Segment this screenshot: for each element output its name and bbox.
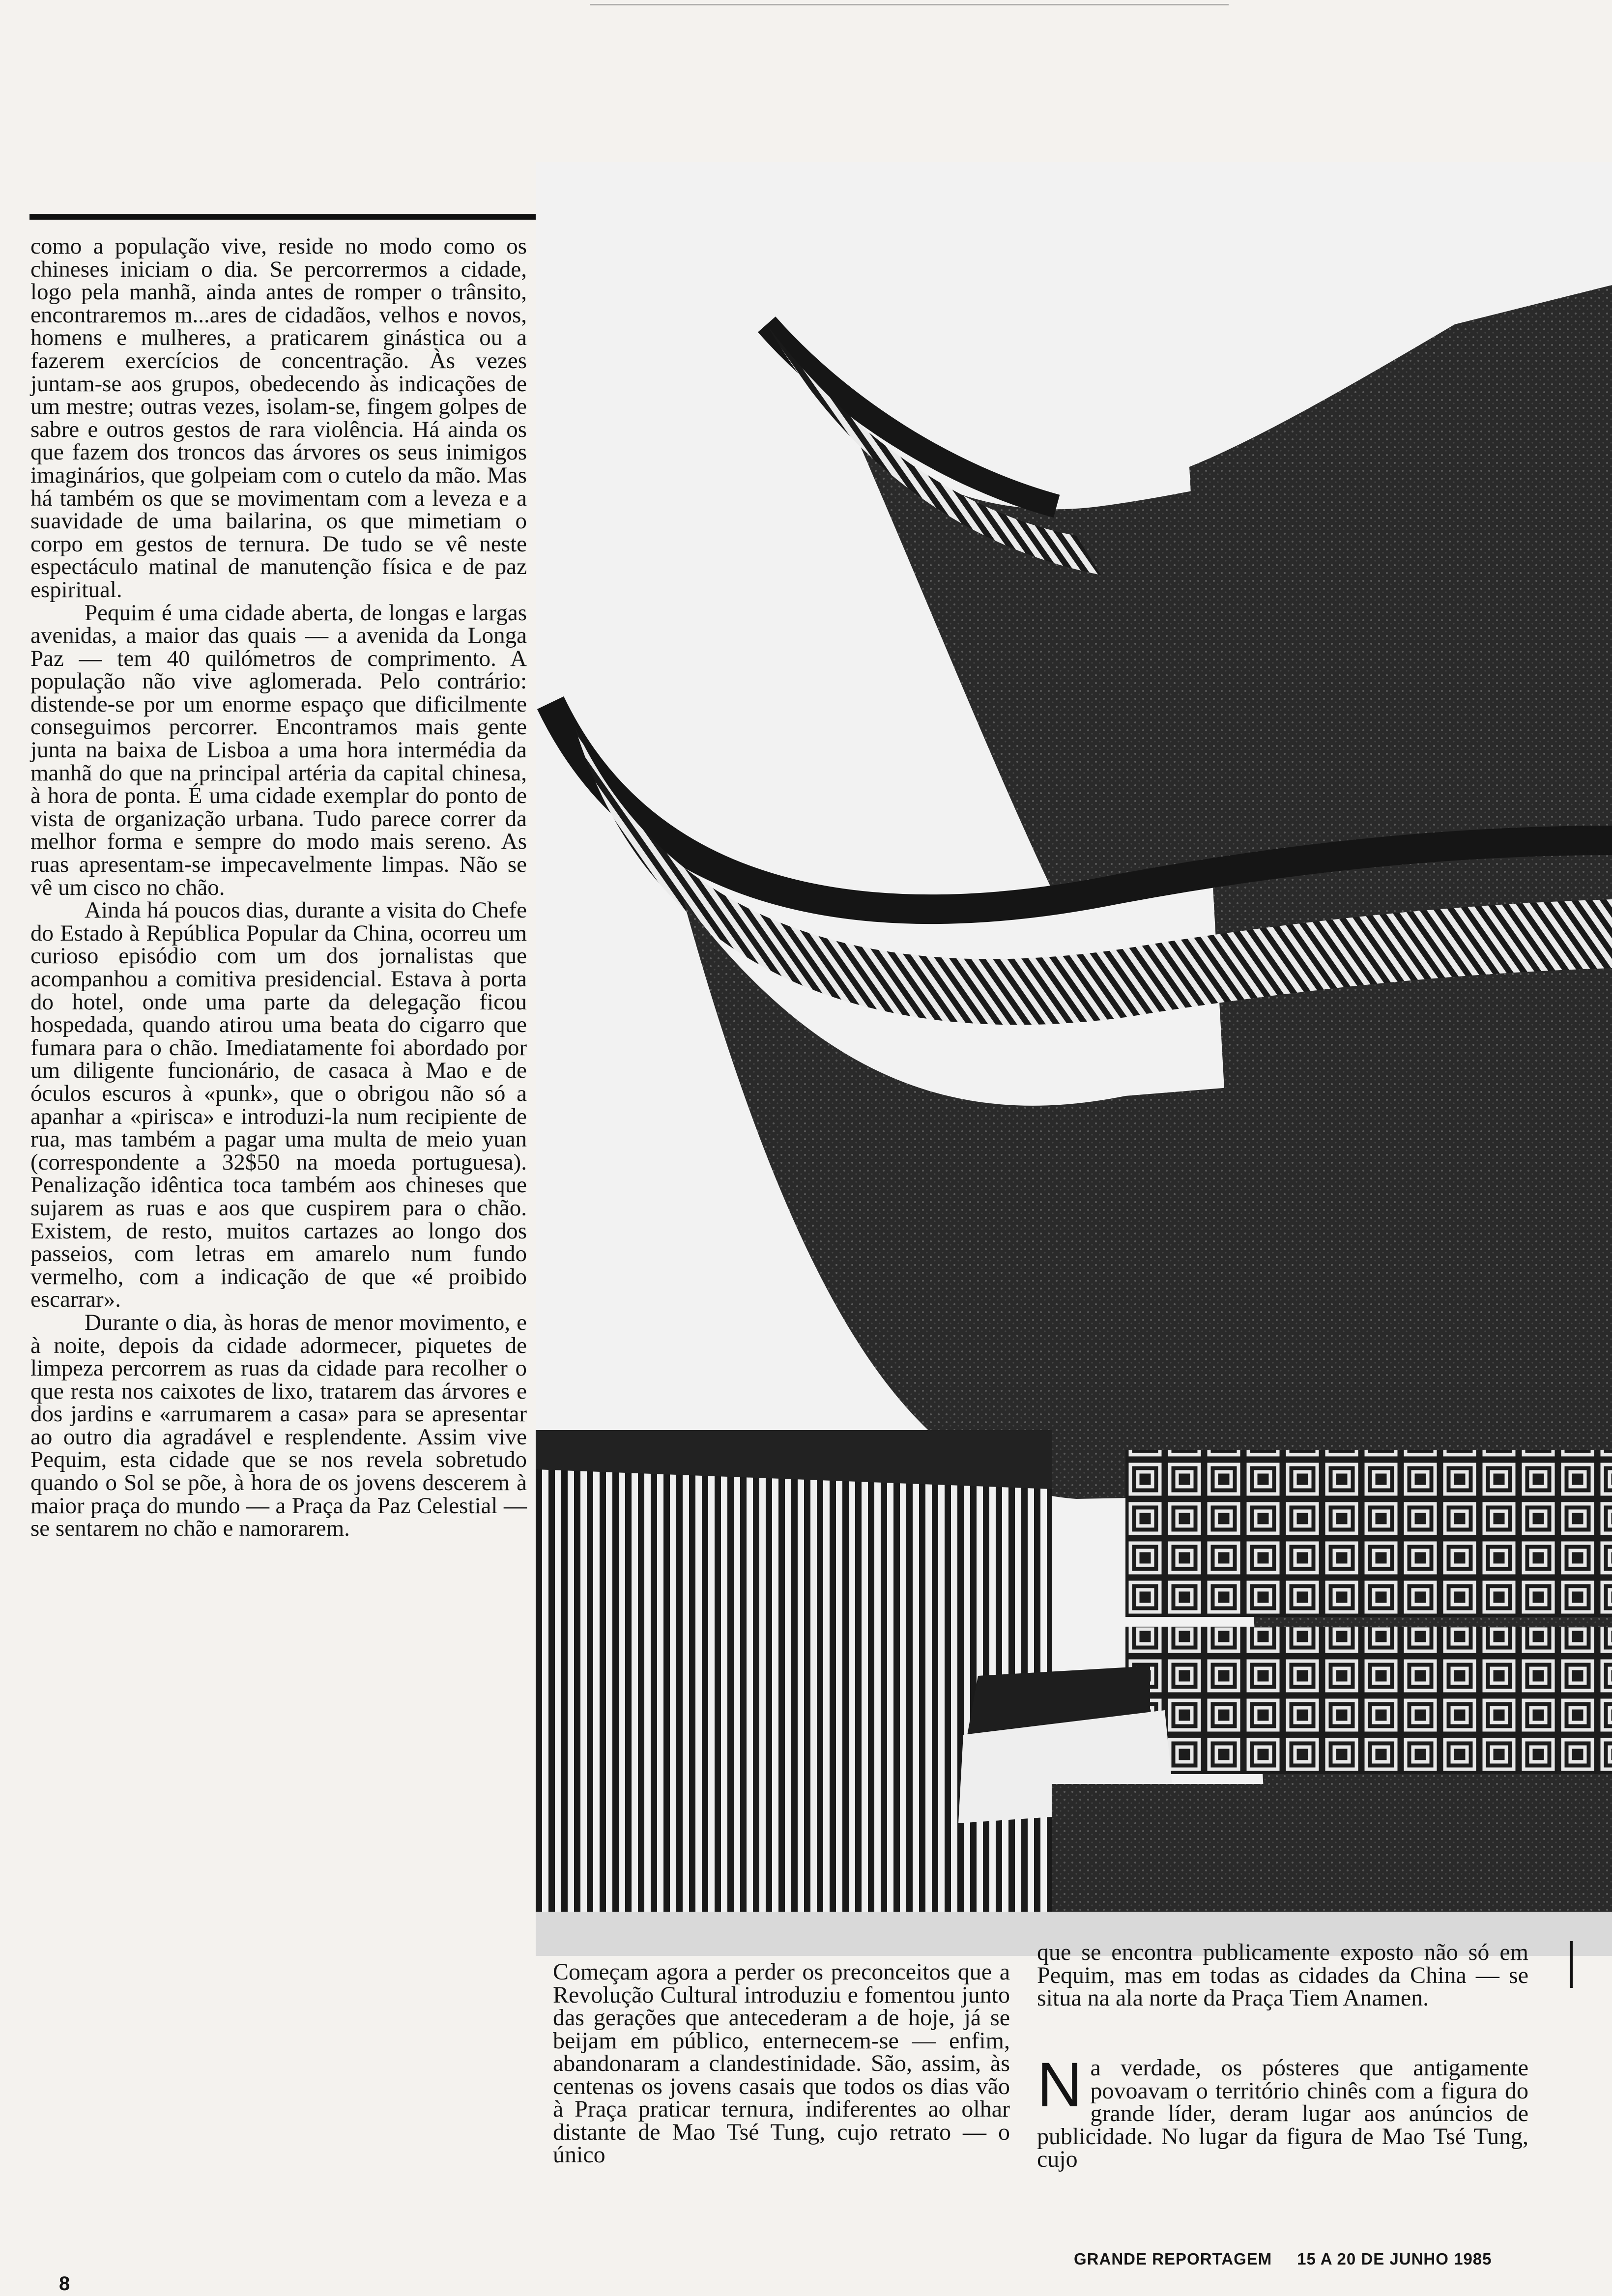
margin-mark — [1570, 1941, 1573, 1988]
photo-caption-column-1: Começam agora a perder os preconceitos que a Revolução Cultural introduziu e fomentou junto das gerações que antecederam a de hoje, já se beijam em público, enternecem-se — enfim, abandonaram a clandestinidade. São, assim, às centenas os jovens casais que todos os dias vão à Praça praticar ternura, indiferentes ao olhar distante de Mao Tsé Tung, cujo retrato — o único — [553, 1959, 1010, 2168]
header-rule-left — [29, 214, 602, 220]
top-edge-line — [590, 4, 1229, 5]
article-paragraph: como a população vive, reside no modo como os chineses iniciam o dia. Se percorrermos a cidade, logo pela manhã, ainda antes de romper o trânsito, encontraremos m...ares de cidadãos, velhos e novos, homens e mulheres, a praticarem ginástica ou a fazerem exercícios de concentração. Às vezes juntam-se aos grupos, obedecendo às indicações de um mestre; outras vezes, isolam-se, fingem golpes de sabre e outros gestos de rara violência. Há ainda os que fazem dos troncos das árvores os seus inimigos imaginários, que golpeiam com o cutelo da mão. Mas há também os que se movimentam com a leveza e a suavidade de uma bailarina, os que mimetiam o corpo em gestos de ternura. De tudo se vê neste espectáculo matinal de manutenção física e de paz espiritual. — [30, 233, 527, 603]
drop-cap: N — [1037, 2050, 1083, 2120]
article-paragraph: Durante o dia, às horas de menor movimento, e à noite, depois da cidade adormecer, piquetes de limpeza percorrem as ruas da cidade para recolher o que resta nos caixotes de lixo, tratarem das árvores e dos jardins e «arrumarem a casa» para se apresentar ao outro dia agradável e resplendente. Assim vive Pequim, esta cidade que se nos revela sobretudo quando o Sol se põe, à hora de os jovens descerem à maior praça do mundo — a Praça da Paz Celestial — se sentarem no chão e namorarem. — [30, 1309, 527, 1542]
page-footer — [1074, 2250, 1516, 2268]
article-paragraph: Pequim é uma cidade aberta, de longas e largas avenidas, a maior das quais — a avenida da Longa Paz — tem 40 quilómetros de comprimento. A população não vive aglomerada. Pelo contrário: distende-se por um enorme espaço que dificilmente conseguimos percorrer. Encontramos mais gente junta na baixa de Lisboa a uma hora intermédia da manhã do que na principal artéria da capital chinesa, à hora de ponta. É uma cidade exemplar do ponto de vista de organização urbana. Tudo parece correr da melhor forma e sempre do modo mais sereno. As ruas apresentam-se impecavelmente limpas. Não se vê um cisco no chão. — [30, 600, 527, 900]
photo-caption-column-2: que se encontra publicamente exposto não só em Pequim, mas em todas as cidades da China — se situa na ala norte da Praça Tiem Anamen. — [1037, 1939, 1528, 2011]
page-number: 8 — [59, 2273, 70, 2295]
pagoda-roof-photo — [536, 162, 1612, 1956]
continuation-text: a verdade, os pósteres que antigamente povoavam o território chinês com a figura do grande líder, deram lugar aos anúncios de publicidade. No lugar da figura de Mao Tsé Tung, cujo — [1037, 2055, 1528, 2172]
article-continuation — [1037, 2050, 1528, 2172]
issue-date: 15 A 20 DE JUNHO 1985 — [1297, 2250, 1492, 2268]
article-paragraph: Ainda há poucos dias, durante a visita do Chefe do Estado à República Popular da China, ocorreu um curioso episódio com um dos jornalistas que acompanhou a comitiva presidencial. Estava à porta do hotel, onde uma parte da delegação ficou hospedada, quando atirou uma beata do cigarro que fumara para o chão. Imediatamente foi abordado por um diligente funcionário, de casaca à Mao e de óculos escuros à «punk», que o obrigou não só a apanhar a «pirisca» e introduzi-la num recipiente de rua, mas também a pagar uma multa de meio yuan (correspondente a 32$50 na moeda portuguesa). Penalização idêntica toca também aos chineses que sujarem as ruas e aos que cuspirem para o chão. Existem, de resto, muitos cartazes ao longo dos passeios, com letras em amarelo num fundo vermelho, com a indicação de que «é proibido escarrar». — [30, 897, 527, 1313]
publication-name: GRANDE REPORTAGEM — [1074, 2250, 1272, 2268]
article-body — [30, 235, 527, 1540]
pagoda-roof-illustration — [536, 162, 1612, 1956]
